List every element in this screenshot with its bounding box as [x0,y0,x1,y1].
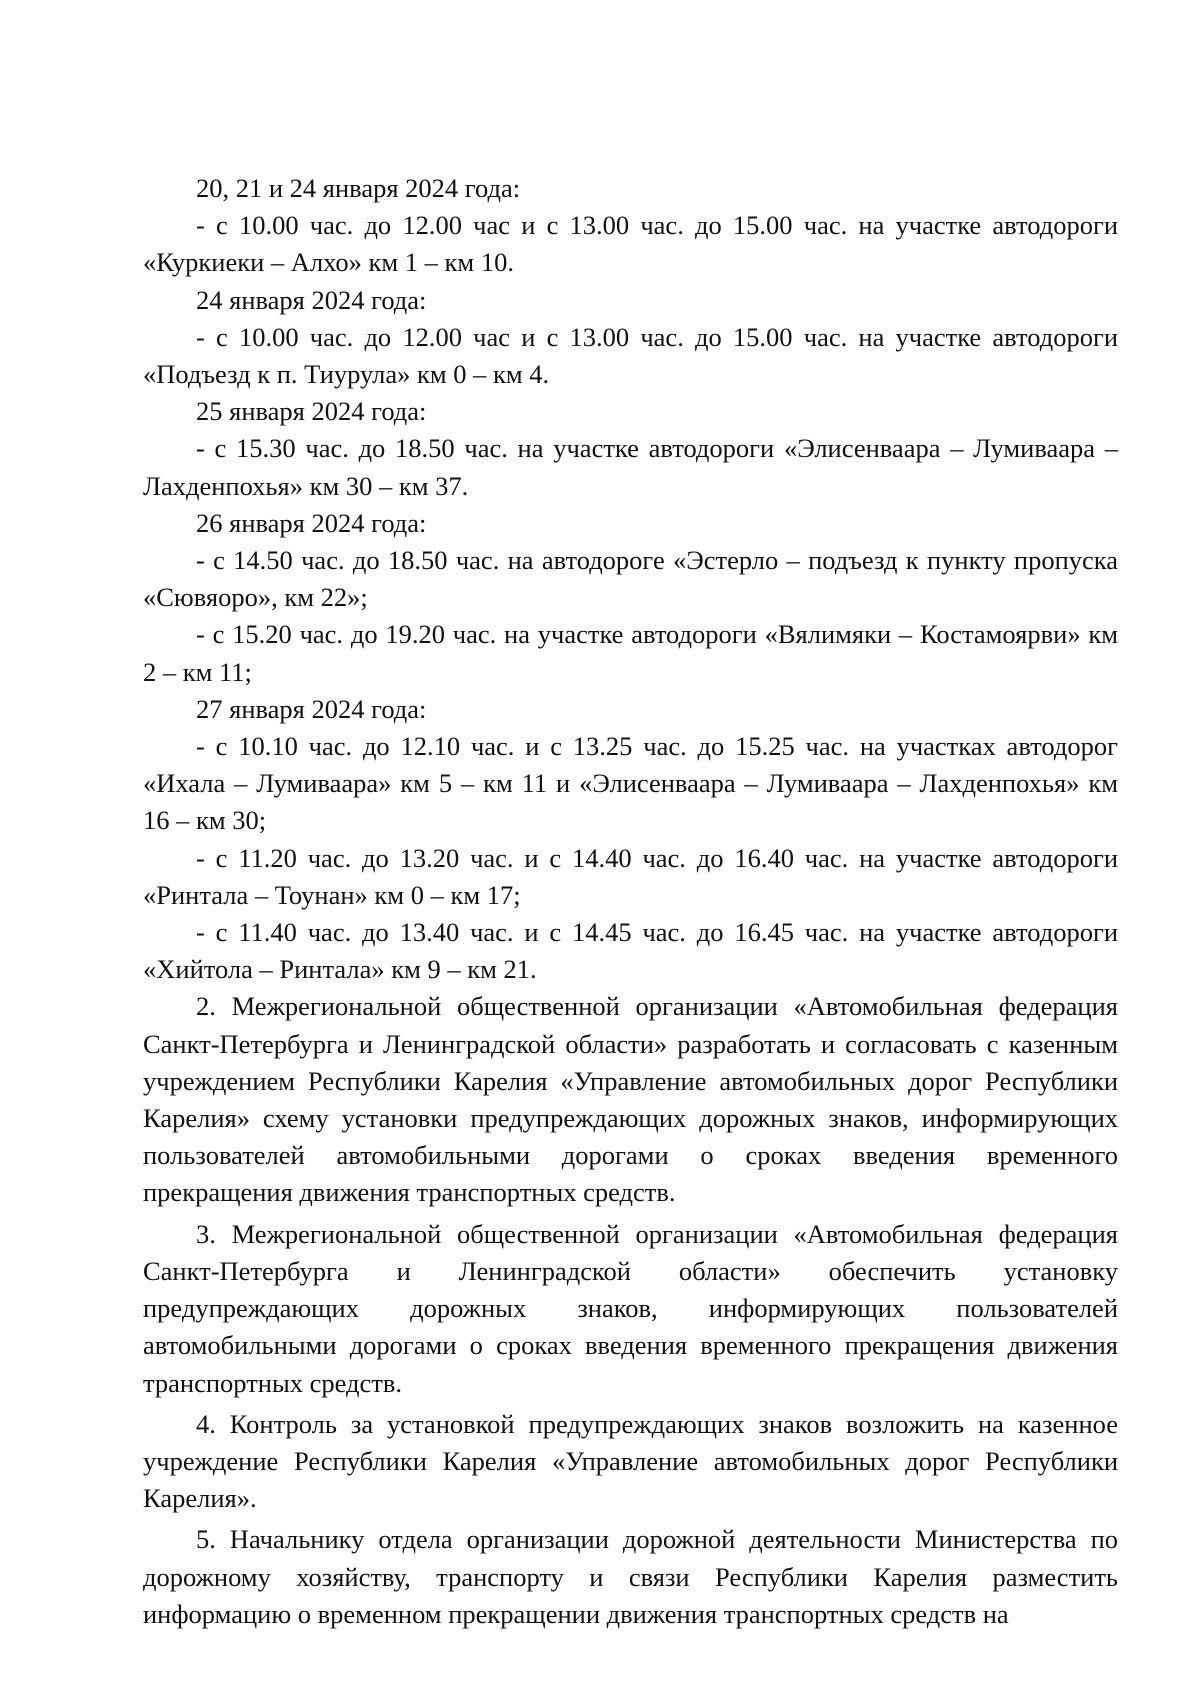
schedule-item: - с 10.00 час. до 12.00 час и с 13.00 час. до 15.00 час. на участке автодороги «Куркиеки – Алхо» км 1 – км 10. [143,210,1118,278]
clause-3: 3. Межрегиональной общественной организации «Автомобильная федерация Санкт-Петербурга и Ленинградской области» обеспечить установку предупреждающих дорожных знаков, информирующих пользователей автомобильными дорогами о сроках введения временного прекращения движения транспортных средств. [143,1218,1118,1398]
date-heading: 27 января 2024 года: [196,693,427,724]
document-body [143,170,1118,1633]
date-heading: 26 января 2024 года: [196,507,427,538]
clause-4: 4. Контроль за установкой предупреждающих знаков возложить на казенное учреждение Республики Карелия «Управление автомобильных дорог Республики Карелия». [143,1408,1118,1514]
date-heading: 25 января 2024 года: [196,396,427,427]
schedule-item: - с 11.40 час. до 13.40 час. и с 14.45 час. до 16.45 час. на участке автодороги «Хийтола – Ринтала» км 9 – км 21. [143,917,1118,985]
schedule-item: - с 15.30 час. до 18.50 час. на участке автодороги «Элисенваара – Лумиваара – Лахденпохья» км 30 – км 37. [143,433,1118,501]
clause-5: 5. Начальнику отдела организации дорожной деятельности Министерства по дорожному хозяйству, транспорту и связи Республики Карелия разместить информацию о временном прекращении движения транспортных средств на [143,1524,1118,1629]
schedule-item: - с 11.20 час. до 13.20 час. и с 14.40 час. до 16.40 час. на участке автодороги «Ринтала – Тоунан» км 0 – км 17; [143,842,1118,910]
clause-2: 2. Межрегиональной общественной организации «Автомобильная федерация Санкт-Петербурга и Ленинградской области» разработать и согласовать с казенным учреждением Республики Карелия «Управление автомобильных дорог Республики Карелия» схему установки предупреждающих дорожных знаков, информирующих пользователей автомобильными дорогами о сроках введения временного прекращения движения транспортных средств. [143,991,1118,1208]
schedule-item: - с 15.20 час. до 19.20 час. на участке автодороги «Вялимяки – Костамоярви» км 2 – км 11; [143,619,1118,687]
date-heading: 24 января 2024 года: [196,284,427,315]
date-heading: 20, 21 и 24 января 2024 года: [196,173,521,203]
schedule-item: - с 10.10 час. до 12.10 час. и с 13.25 час. до 15.25 час. на участках автодорог «Ихала – Лумиваара» км 5 – км 11 и «Элисенваара – Лумиваара – Лахденпохья» км 16 – км 30; [143,731,1118,836]
schedule-item: - с 10.00 час. до 12.00 час и с 13.00 час. до 15.00 час. на участке автодороги «Подъезд к п. Тиурула» км 0 – км 4. [143,321,1118,390]
schedule-item: - с 14.50 час. до 18.50 час. на автодороге «Эстерло – подъезд к пункту пропуска «Сювяоро», км 22»; [143,545,1118,613]
